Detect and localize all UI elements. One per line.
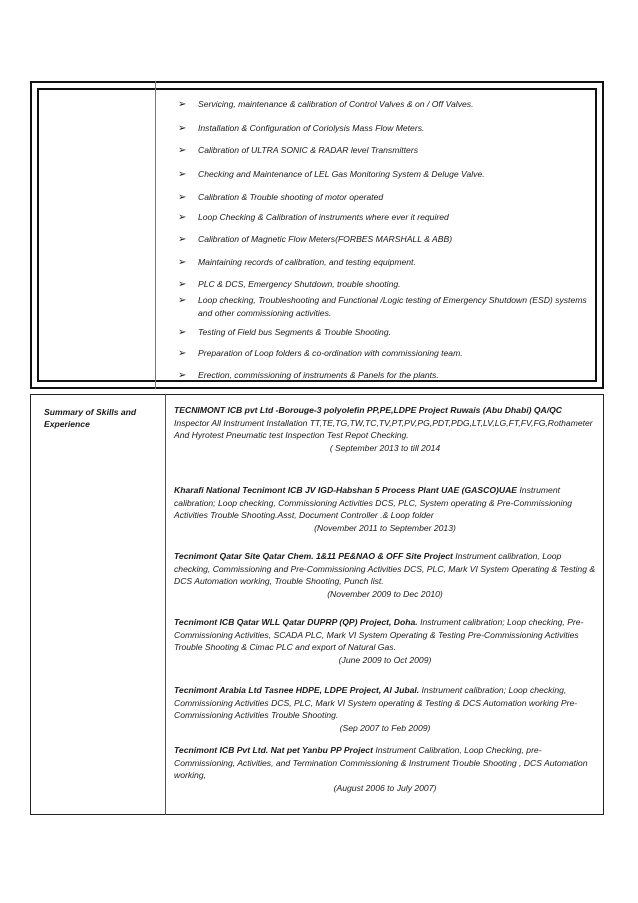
arrow-bullet-icon: ➢: [178, 257, 187, 268]
entry-description: Instrument calibration; Loop checking, Pre-Commissioning Activities, SCADA PLC, Mark VI System Operating & Testing Pre-Commissioning Activities Trouble Shooting & Cimac PLC and export of Natural Gas.: [174, 617, 584, 652]
arrow-bullet-icon: ➢: [178, 145, 187, 156]
arrow-bullet-icon: ➢: [178, 279, 187, 290]
entry-title: Tecnimont ICB Qatar WLL Qatar DUPRP (QP) Project, Doha.: [174, 617, 418, 627]
arrow-bullet-icon: ➢: [178, 327, 187, 338]
list-item: ➢ PLC & DCS, Emergency Shutdown, trouble shooting.: [178, 279, 401, 290]
entry-description: Instrument calibration; Loop checking, Commissioning Activities DCS, PLC, System operating & Pre-Commissioning Activities Trouble Shooting.Asst, Document Controller .& Loop folder: [174, 485, 573, 520]
arrow-bullet-icon: ➢: [178, 123, 187, 134]
list-item: ➢ Erection, commissioning of instruments & Panels for the plants.: [178, 370, 439, 381]
list-item: ➢ Loop Checking & Calibration of instruments where ever it required: [178, 212, 449, 223]
experience-entry: [174, 404, 596, 454]
arrow-bullet-icon: ➢: [178, 169, 187, 180]
arrow-bullet-icon: ➢: [178, 370, 187, 381]
entry-dates: (August 2006 to July 2007): [333, 782, 437, 793]
skills-box-column-divider: [155, 81, 156, 389]
experience-entry: [174, 616, 596, 666]
list-item: ➢ Checking and Maintenance of LEL Gas Monitoring System & Deluge Valve.: [178, 169, 485, 180]
entry-description: Instrument calibration; Loop checking, Commissioning Activities DCS, PLC, Mark VI System operating & Testing & DCS Automation working Pre-Commissioning Activities Trouble Shooting.: [174, 685, 578, 720]
list-item: ➢ Loop checking, Troubleshooting and Functional /Logic testing of Emergency Shutdown (ESD) systems and other commissioning activities.: [178, 295, 587, 318]
list-item: ➢ Calibration & Trouble shooting of motor operated: [178, 192, 384, 203]
arrow-bullet-icon: ➢: [178, 295, 187, 306]
list-item: ➢ Preparation of Loop folders & co-ordination with commissioning team.: [178, 348, 463, 359]
entry-title: Tecnimont Qatar Site Qatar Chem. 1&11 PE&NAO & OFF Site Project: [174, 551, 453, 561]
arrow-bullet-icon: ➢: [178, 99, 187, 110]
entry-description: Instrument calibration, Loop checking, Commissioning and Pre-Commissioning Activities DCS, PLC, Mark VI System Operating & Testing & DCS Automation working, Trouble Shooting, Punch list.: [174, 551, 596, 586]
entry-title: Kharafi National Tecnimont ICB JV IGD-Habshan 5 Process Plant UAE (GASCO)UAE: [174, 485, 518, 495]
entry-dates: ( September 2013 to till 2014: [329, 442, 441, 453]
entry-dates: (November 2011 to September 2013): [314, 522, 456, 533]
arrow-bullet-icon: ➢: [178, 234, 187, 245]
arrow-bullet-icon: ➢: [178, 192, 187, 203]
arrow-bullet-icon: ➢: [178, 212, 187, 223]
list-item: ➢ Testing of Field bus Segments & Trouble Shooting.: [178, 327, 391, 338]
list-item: ➢ Maintaining records of calibration, and testing equipment.: [178, 257, 416, 268]
experience-entry: [174, 484, 596, 534]
entry-dates: (November 2009 to Dec 2010): [327, 588, 443, 599]
section-label: Summary of Skills and Experience: [44, 407, 137, 429]
entry-dates: (June 2009 to Oct 2009): [338, 654, 432, 665]
entry-title: Tecnimont ICB Pvt Ltd. Nat pet Yanbu PP Project: [174, 745, 373, 755]
experience-entry: [174, 744, 596, 794]
experience-column-divider: [165, 394, 166, 815]
entry-title: Tecnimont Arabia Ltd Tasnee HDPE, LDPE Project, Al Jubal.: [174, 685, 420, 695]
list-item: ➢ Calibration of ULTRA SONIC & RADAR level Transmitters: [178, 145, 418, 156]
experience-entry: [174, 550, 596, 600]
entry-description: Instrument Calibration, Loop Checking, pre-Commissioning, Activities, and Termination Commissioning & Instrument Trouble Shooting , DCS Automation working,: [174, 745, 588, 780]
experience-entry: [174, 684, 596, 734]
list-item: ➢ Servicing, maintenance & calibration of Control Valves & on / Off Valves.: [178, 99, 474, 110]
entry-title: TECNIMONT ICB pvt Ltd -Borouge-3 polyolefin PP,PE,LDPE Project Ruwais (Abu Dhabi) QA/QC: [174, 405, 563, 415]
entry-dates: (Sep 2007 to Feb 2009): [339, 722, 431, 733]
list-item: ➢ Calibration of Magnetic Flow Meters(FORBES MARSHALL & ABB): [178, 234, 453, 245]
entry-description: Inspector All Instrument Installation TT,TE,TG,TW,TC,TV,PT,PV,PG,PDT,PDG,LT,LV,LG,FT,FV,FG,Rothameter And Hyrotest Pneumatic test Inspection Test Repot Checking.: [174, 417, 593, 440]
arrow-bullet-icon: ➢: [178, 348, 187, 359]
list-item: ➢ Installation & Configuration of Coriolysis Mass Flow Meters.: [178, 123, 425, 134]
